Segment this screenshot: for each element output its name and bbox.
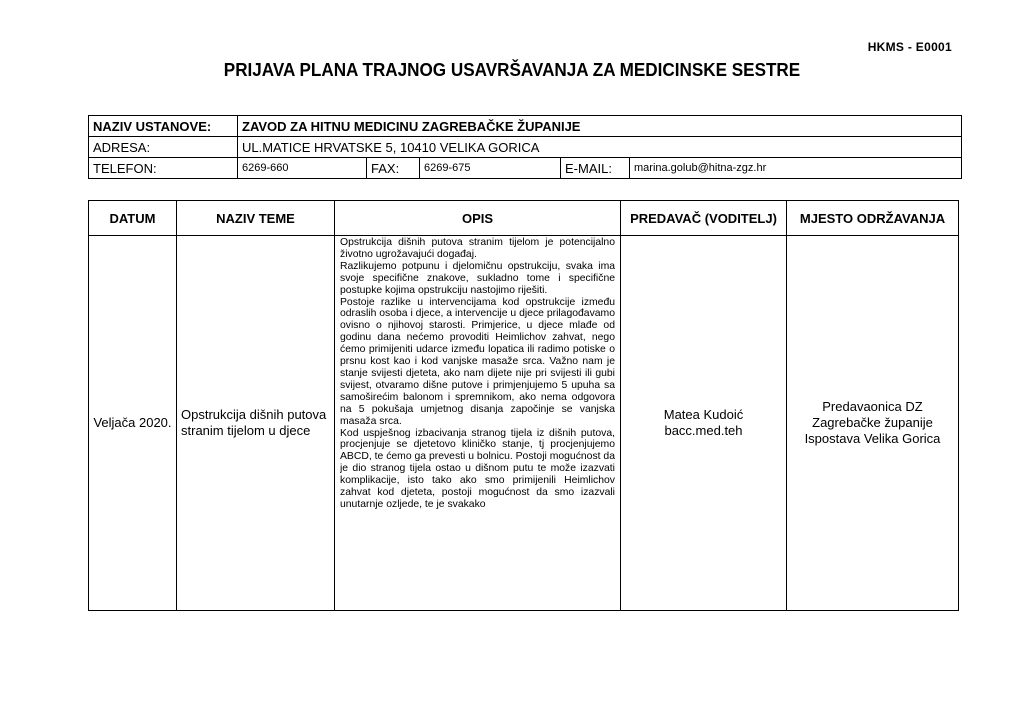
- fax-value: 6269-675: [420, 158, 561, 179]
- opis-paragraph: Razlikujemo potpunu i djelomičnu opstrukciju, svaka ima svoje specifične znakove, sukladno tome i specifične postupke kojima opstrukciju nastojimo riješiti.: [340, 260, 615, 296]
- cell-mjesto: Predavaonica DZ Zagrebačke županije Ispostava Velika Gorica: [787, 236, 959, 611]
- education-plan-table: [88, 200, 959, 611]
- phone-value: 6269-660: [238, 158, 367, 179]
- fax-label: FAX:: [367, 158, 420, 179]
- cell-datum: Veljača 2020.: [89, 236, 177, 611]
- institution-name-value: ZAVOD ZA HITNU MEDICINU ZAGREBAČKE ŽUPANIJE: [238, 116, 962, 137]
- cell-predavac: Matea Kudoić bacc.med.teh: [621, 236, 787, 611]
- email-value: marina.golub@hitna-zgz.hr: [630, 158, 962, 179]
- institution-info-table: [88, 115, 962, 179]
- header-predavac: PREDAVAČ (VODITELJ): [621, 201, 787, 236]
- contact-row: [89, 158, 962, 179]
- address-value: UL.MATICE HRVATSKE 5, 10410 VELIKA GORICA: [238, 137, 962, 158]
- address-label: ADRESA:: [89, 137, 238, 158]
- header-mjesto: MJESTO ODRŽAVANJA: [787, 201, 959, 236]
- header-datum: DATUM: [89, 201, 177, 236]
- institution-name-label: NAZIV USTANOVE:: [89, 116, 238, 137]
- email-label: E-MAIL:: [561, 158, 630, 179]
- document-title: PRIJAVA PLANA TRAJNOG USAVRŠAVANJA ZA MEDICINSKE SESTRE: [223, 60, 801, 80]
- header-opis: OPIS: [335, 201, 621, 236]
- cell-naziv-teme: Opstrukcija dišnih putova stranim tijelom u djece: [177, 236, 335, 611]
- table-header-row: [89, 201, 959, 236]
- opis-paragraph: Postoje razlike u intervencijama kod opstrukcije između odraslih osoba i djece, a intervencije u djece prilagođavamo ovisno o njihovoj starosti. Primjerice, u djece mlađe od godinu dana nećemo provoditi Heimlichov zahvat, nego ćemo primijeniti udarce između lopatica ili radimo potiske o prsnu kost kao i kod vanjske masaže srca. Važno nam je stanje svijesti djeteta, ako nam dijete nije pri svijesti ili gubi svijest, otvaramo dišne putove i primjenjujemo 5 upuha sa samoširećim balonom i spremnikom, ako nema odgovora na 5 pokušaja umjetnog disanja započinje se vanjska masaža srca.: [340, 296, 615, 427]
- institution-name-row: [89, 116, 962, 137]
- opis-paragraph: Kod uspješnog izbacivanja stranog tijela iz dišnih putova, procjenjuje se djetetovo kliničko stanje, tj procjenjujemo ABCD, te ćemo ga prevesti u bolnicu. Postoji mogućnost da je dio stranog tijela ostao u dišnom putu te može izazvati komplikacije, isto tako ako smo primijenili Heimlichov zahvat kod djeteta, postoji mogućnost da smo izazvali unutarnje ozljede, te je svakako: [340, 427, 615, 510]
- cell-opis: [335, 236, 621, 611]
- table-row: [89, 236, 959, 611]
- address-row: [89, 137, 962, 158]
- phone-label: TELEFON:: [89, 158, 238, 179]
- header-naziv-teme: NAZIV TEME: [177, 201, 335, 236]
- opis-paragraph: Opstrukcija dišnih putova stranim tijelom je potencijalno životno ugrožavajući događaj.: [340, 237, 615, 260]
- form-code: HKMS - E0001: [867, 40, 952, 54]
